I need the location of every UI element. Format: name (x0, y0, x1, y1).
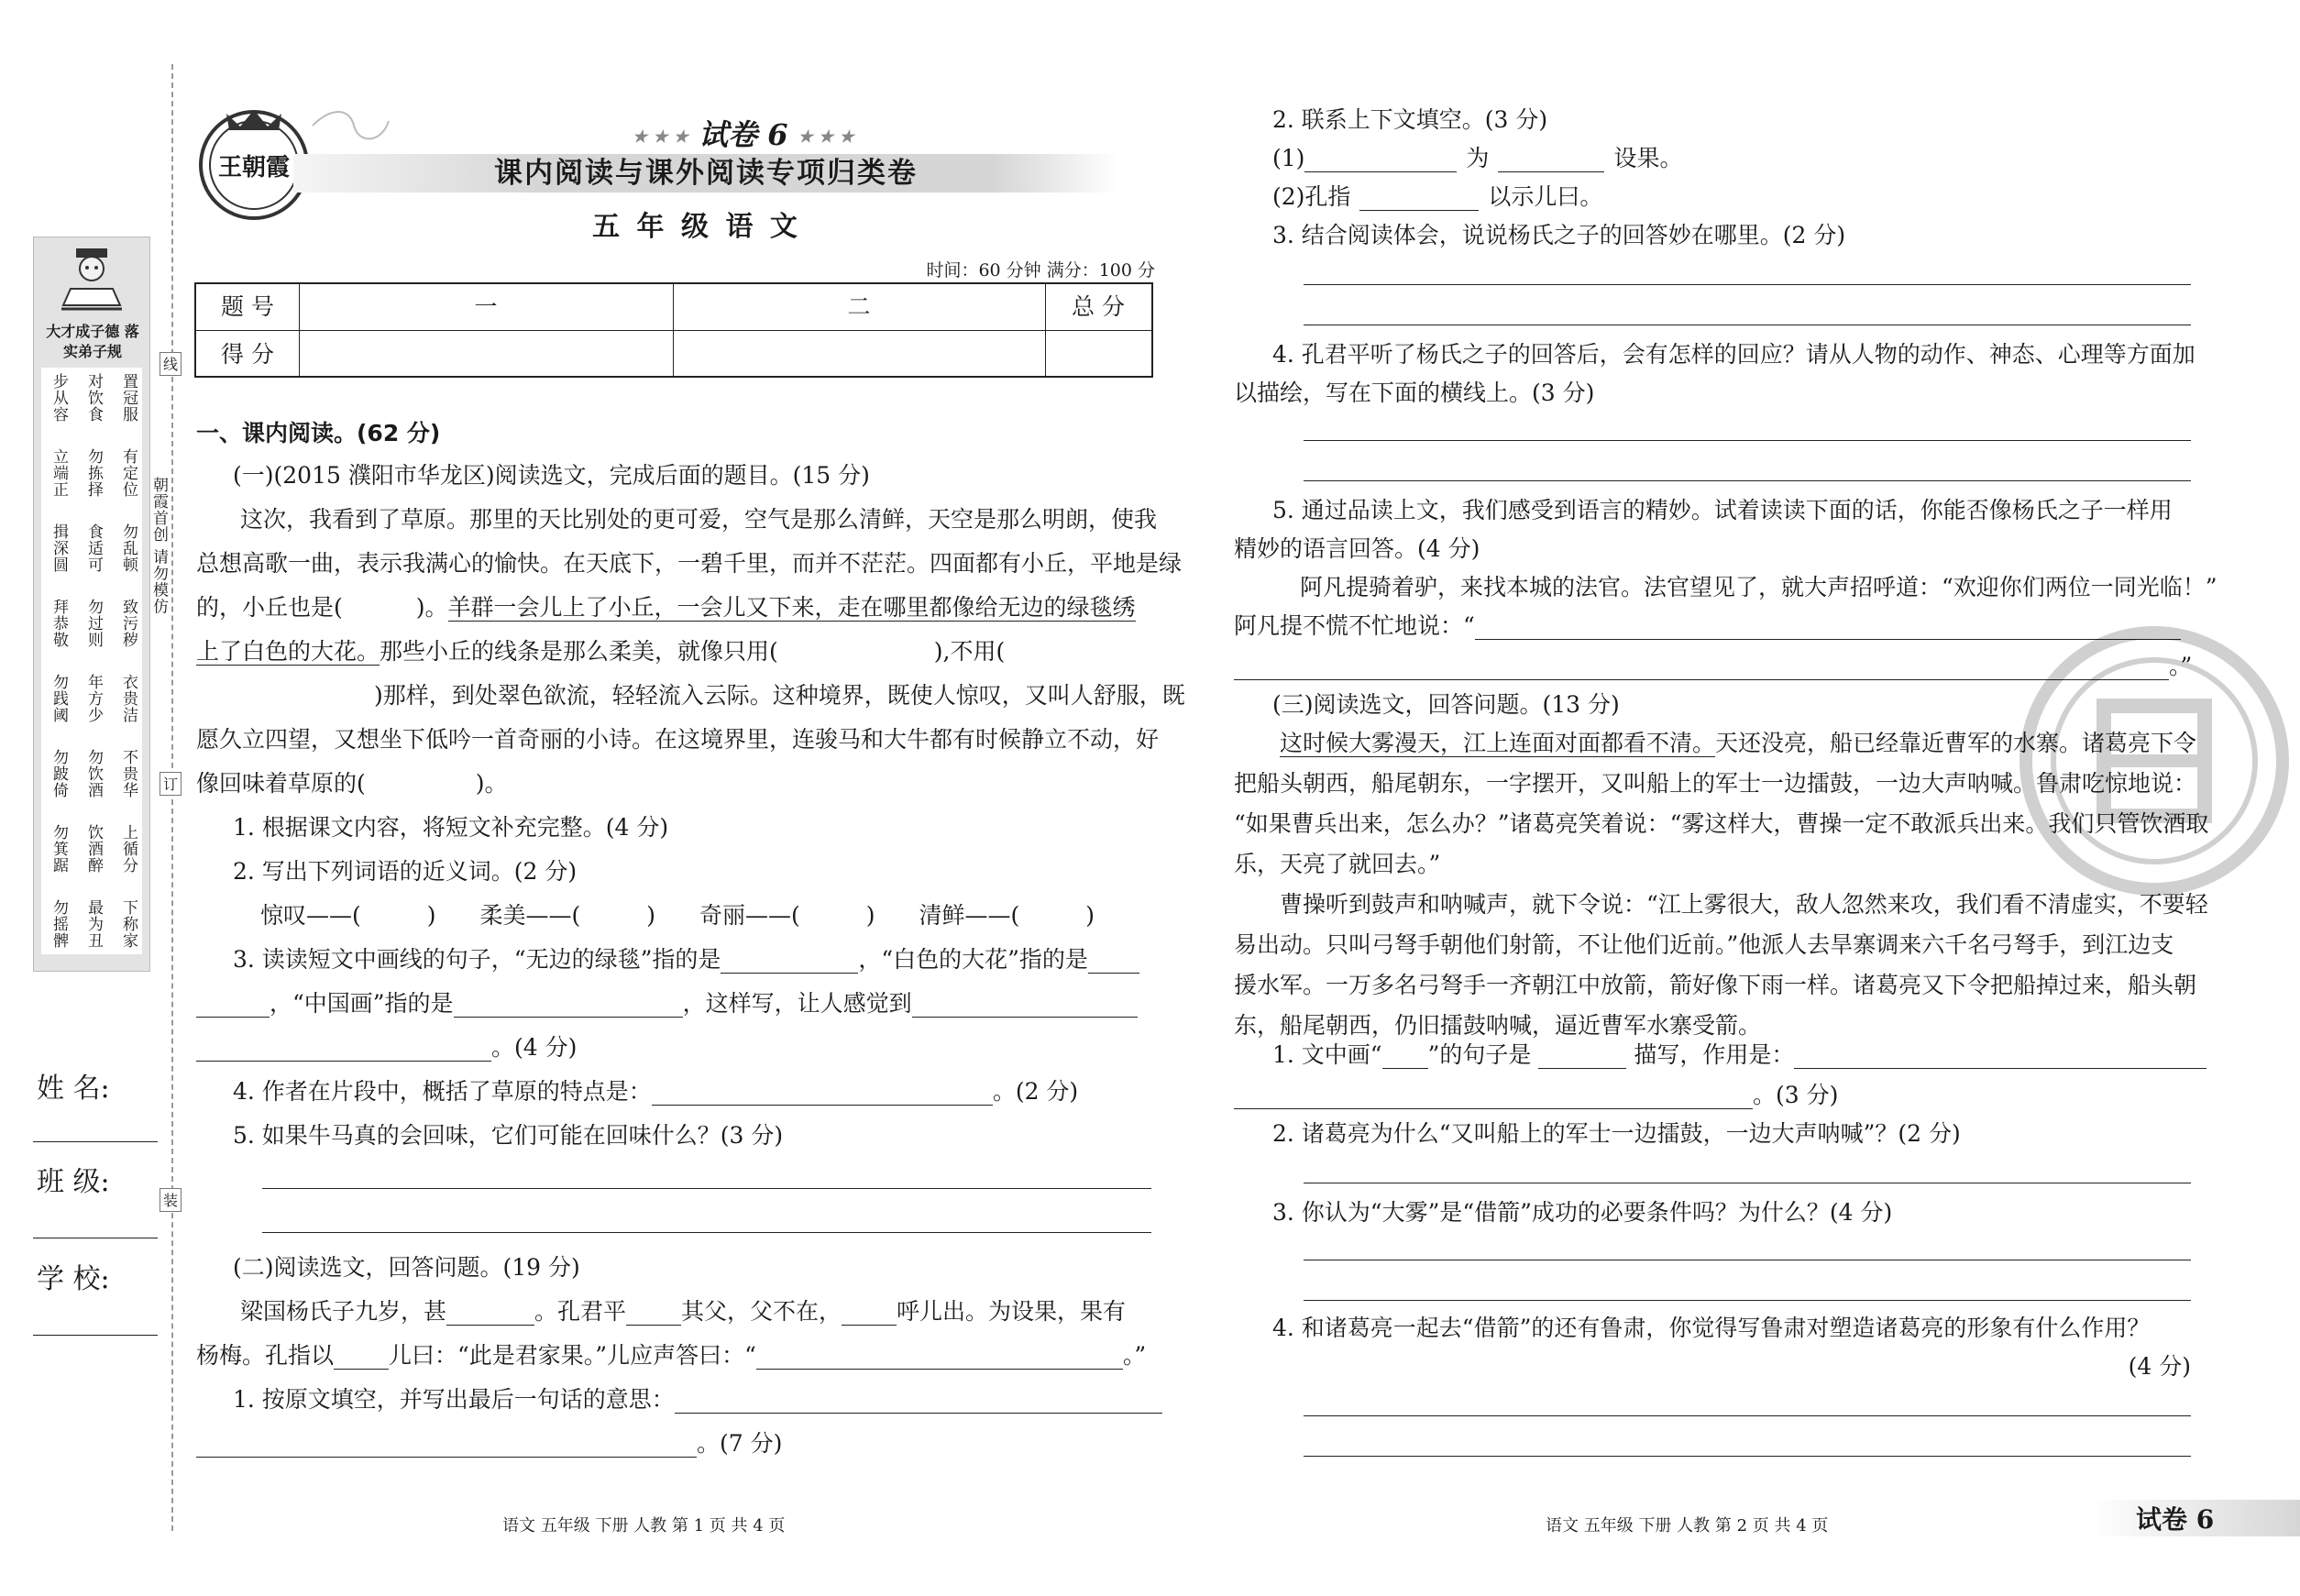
question-2-1: 1. 按原文填空，并写出最后一句话的意思： (233, 1386, 1162, 1414)
footer-right: 语文 五年级 下册 人教 第 2 页 共 4 页 (1546, 1516, 1829, 1535)
answer-line[interactable] (262, 1232, 1151, 1233)
class-label: 班 级: (37, 1166, 110, 1198)
r-question-5: 5. 通过品读上文，我们感受到语言的精妙。试着读读下面的话，你能否像杨氏之子一样用 (1272, 497, 2173, 523)
answer-blank[interactable] (196, 1039, 491, 1062)
sidebar-rule: 勿饮酒 (84, 749, 103, 798)
score-cell-part1[interactable] (299, 330, 673, 376)
table-header-part2: 二 (847, 293, 871, 320)
sidebar-rule: 勿过则 (84, 599, 103, 648)
r3-question-4: 4. 和诸葛亮一起去“借箭”的还有鲁肃，你觉得写鲁肃对塑造诸葛亮的形象有什么作用？ (1272, 1315, 2151, 1341)
paper-number: ★ ★ ★ 试卷 6 ★ ★ ★ (633, 117, 854, 152)
answer-blank[interactable] (912, 995, 1138, 1018)
answer-line[interactable] (262, 1188, 1151, 1189)
r-question-2: 2. 联系上下文填空。(3 分) (1272, 106, 1548, 133)
sidebar-rule: 揖深圆 (50, 523, 68, 573)
passage-3-title: (三)阅读选文，回答问题。(13 分) (1272, 691, 1620, 718)
score-cell-total[interactable] (1045, 330, 1151, 376)
answer-line[interactable] (1304, 1456, 2191, 1457)
sidebar-rule: 上循分 (119, 824, 138, 874)
question-1-3: 3. 读读短文中画线的句子，“无边的绿毯”指的是 ，“白色的大花”指的是 (233, 946, 1139, 974)
synonym-row: 惊叹——( ) 柔美——( ) 奇丽——( ) 清鲜——( ) (260, 902, 1095, 929)
logo-text: 王朝霞 (217, 154, 290, 182)
score-table (194, 282, 1153, 378)
answer-blank[interactable] (454, 995, 683, 1018)
underlined-sentence: 这时候大雾漫天，江上连面对面都看不清。 (1280, 730, 1716, 756)
question-1-1: 1. 根据课文内容，将短文补充完整。(4 分) (233, 814, 669, 841)
subject-title: 五 年 级 语 文 (592, 211, 801, 243)
margin-mark-3: 装 (160, 1188, 182, 1212)
r3-question-2: 2. 诸葛亮为什么“又叫船上的军士一边擂鼓，一边大声呐喊”？(2 分) (1272, 1120, 1961, 1147)
answer-blank[interactable] (1088, 951, 1139, 974)
sidebar-rule: 勿跛倚 (50, 749, 68, 798)
sidebar-rule: 勿摇髀 (50, 899, 68, 949)
name-label: 姓 名: (37, 1073, 110, 1105)
question-1-2: 2. 写出下列词语的近义词。(2 分) (233, 858, 578, 885)
sidebar-panel (33, 237, 150, 972)
copyright-note: 朝霞首创 请勿模仿 (149, 477, 168, 615)
answer-blank[interactable] (721, 951, 858, 974)
r-question-3: 3. 结合阅读体会，说说杨氏之子的回答妙在哪里。(2 分) (1272, 222, 1846, 248)
sidebar-rule: 年方少 (84, 674, 103, 723)
ribbon-decoration (308, 103, 391, 149)
answer-line[interactable] (1304, 1300, 2191, 1301)
sidebar-rule: 最为丑 (84, 899, 103, 949)
sidebar-rule: 食适可 (84, 523, 103, 573)
sidebar-rule: 拜恭敬 (50, 599, 68, 648)
stars-right: ★ ★ ★ (798, 127, 854, 147)
answer-blank[interactable] (675, 1391, 1162, 1414)
answer-blank[interactable] (652, 1083, 993, 1106)
sidebar-rule: 勿拣择 (84, 448, 103, 498)
seal-watermark (2017, 623, 2292, 898)
sidebar-rule: 勿乱顿 (119, 523, 138, 573)
r3-question-3: 3. 你认为“大雾”是“借箭”成功的必要条件吗？为什么？(4 分) (1272, 1199, 1893, 1226)
sidebar-rule: 有定位 (119, 448, 138, 498)
page-title: 课内阅读与课外阅读专项归类卷 (494, 157, 918, 190)
table-header-total: 总 分 (1072, 293, 1125, 320)
sidebar-rule: 勿箕踞 (50, 824, 68, 874)
score-cell-part2[interactable] (673, 330, 1045, 376)
table-header-label: 题 号 (221, 293, 274, 320)
margin-mark-2: 订 (160, 772, 182, 796)
paper-tag-label: 试卷 6 (2136, 1504, 2215, 1535)
section-1-heading: 一、课内阅读。(62 分) (196, 420, 441, 446)
answer-line[interactable] (1304, 284, 2191, 285)
motto: 大才成子德 落实弟子规 (46, 323, 139, 360)
answer-blank[interactable] (196, 1435, 697, 1458)
answer-line[interactable] (1304, 480, 2191, 481)
margin-mark-1: 线 (160, 352, 182, 376)
binding-dashed-line (171, 64, 173, 1531)
passage-2-title: (二)阅读选文，回答问题。(19 分) (233, 1254, 580, 1281)
sidebar-rule: 步从容 (50, 373, 68, 423)
name-field[interactable] (33, 1141, 158, 1142)
stars-left: ★ ★ ★ (633, 127, 688, 147)
answer-blank[interactable] (196, 995, 270, 1018)
rules-box (41, 368, 142, 954)
time-info: 时间：60 分钟 满分：100 分 (926, 260, 1155, 281)
sidebar-rule: 饮酒醉 (84, 824, 103, 874)
sidebar-rule: 勿践阈 (50, 674, 68, 723)
table-header-part1: 一 (474, 293, 498, 320)
sidebar-rule: 不贵华 (119, 749, 138, 798)
footer-left: 语文 五年级 下册 人教 第 1 页 共 4 页 (502, 1516, 786, 1535)
r3-question-1: 1. 文中画“ ”的句子是 描写，作用是： (1272, 1041, 2206, 1069)
sidebar-rule: 立端正 (50, 448, 68, 498)
table-score-label: 得 分 (221, 341, 274, 368)
sidebar-rule: 下称家 (119, 899, 138, 949)
sidebar-rule: 对饮食 (84, 373, 103, 423)
question-1-5: 5. 如果牛马真的会回味，它们可能在回味什么？(3 分) (233, 1122, 784, 1149)
school-field[interactable] (33, 1335, 158, 1336)
r-question-4: 4. 孔君平听了杨氏之子的回答后，会有怎样的回应？请从人物的动作、神态、心理等方面加 (1272, 341, 2195, 368)
answer-line[interactable] (1304, 1415, 2191, 1416)
scholar-illustration (52, 245, 131, 318)
sidebar-rule: 致污秽 (119, 599, 138, 648)
question-1-4: 4. 作者在片段中，概括了草原的特点是： 。(2 分) (233, 1078, 1079, 1105)
passage-1-title: (一)(2015 濮阳市华龙区)阅读选文，完成后面的题目。(15 分) (233, 462, 870, 489)
sidebar-rule: 衣贵洁 (119, 674, 138, 723)
sidebar-rule: 置冠服 (119, 373, 138, 423)
school-label: 学 校: (37, 1263, 110, 1295)
underlined-sentence: 羊群一会儿上了小丘，一会儿又下来，走在哪里都像给无边的绿毯绣 (447, 594, 1136, 621)
answer-line[interactable] (1304, 440, 2191, 441)
